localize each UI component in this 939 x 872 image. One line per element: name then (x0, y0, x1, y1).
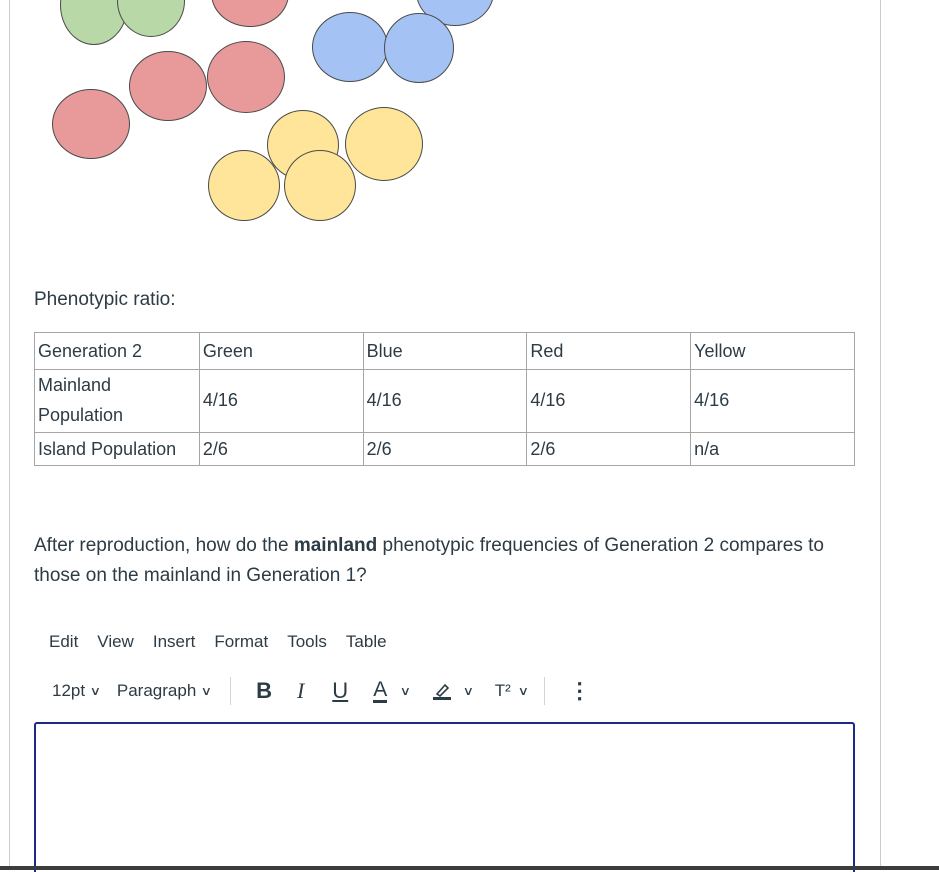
table-cell: 4/16 (527, 370, 691, 433)
italic-icon: I (296, 678, 305, 703)
table-cell: Island Population (35, 433, 200, 466)
table-cell: 2/6 (363, 433, 527, 466)
table-cell: 2/6 (199, 433, 363, 466)
menu-tools[interactable]: Tools (287, 632, 327, 651)
table-cell: Yellow (691, 333, 855, 370)
table-cell: 4/16 (199, 370, 363, 433)
underline-icon: U (332, 678, 349, 703)
editor-menubar (49, 632, 406, 652)
table-cell: Green (199, 333, 363, 370)
superscript-button[interactable] (495, 681, 528, 701)
red-circle (211, 0, 289, 27)
block-format-dropdown[interactable] (117, 681, 211, 701)
superscript-icon: T² (494, 681, 511, 700)
bold-button[interactable] (256, 678, 272, 704)
menu-view[interactable]: View (97, 632, 134, 651)
red-circle (129, 51, 207, 121)
yellow-circle (345, 107, 423, 181)
chevron-down-icon: ∨ (399, 684, 412, 698)
text-color-icon: A (373, 677, 388, 701)
toolbar-separator (230, 677, 231, 705)
font-size-dropdown[interactable] (52, 681, 100, 701)
highlight-color-button[interactable] (432, 681, 473, 701)
red-circle (52, 89, 130, 159)
table-cell: 4/16 (691, 370, 855, 433)
red-circle (207, 41, 285, 113)
chevron-down-icon: ∨ (89, 684, 102, 698)
more-button[interactable] (569, 678, 591, 704)
underline-button[interactable] (332, 678, 348, 704)
editor-toolbar (50, 676, 591, 706)
menu-edit[interactable]: Edit (49, 632, 79, 651)
bold-icon: B (256, 678, 272, 703)
table-cell: Red (527, 333, 691, 370)
question-part2: phenotypic frequencies of Generation 2 compares to those on the mainland in Generation 1? (34, 535, 825, 586)
font-size-value: 12pt (52, 681, 86, 700)
blue-circle (312, 12, 388, 82)
table-cell: n/a (691, 433, 855, 466)
table-cell: Generation 2 (35, 333, 200, 370)
chevron-down-icon: ∨ (200, 684, 213, 698)
table-cell: 4/16 (363, 370, 527, 433)
menu-insert[interactable]: Insert (152, 632, 196, 651)
content-right-border (880, 0, 881, 870)
table-cell: Blue (363, 333, 527, 370)
blue-circle (384, 13, 454, 83)
content-left-border (9, 0, 10, 870)
block-format-value: Paragraph (116, 681, 197, 700)
phenotype-table (34, 332, 855, 466)
chevron-down-icon: ∨ (462, 684, 475, 698)
menu-table[interactable]: Table (345, 632, 387, 651)
table-row (35, 370, 855, 433)
menu-format[interactable]: Format (214, 632, 269, 651)
toolbar-separator (544, 677, 545, 705)
yellow-circle (208, 150, 280, 221)
phenotypic-ratio-label: Phenotypic ratio: (34, 289, 176, 310)
table-header-row (35, 333, 855, 370)
chevron-down-icon: ∨ (517, 684, 529, 698)
answer-editor[interactable] (34, 722, 855, 872)
more-icon: ⋮ (568, 678, 591, 703)
question-part1: After reproduction, how do the (34, 535, 294, 556)
bottom-bar (0, 866, 939, 870)
yellow-circle (284, 150, 356, 221)
table-cell: 2/6 (527, 433, 691, 466)
table-row (35, 433, 855, 466)
text-color-button[interactable] (373, 677, 412, 703)
green-circle (117, 0, 185, 37)
highlighter-icon (432, 681, 452, 701)
question-text (34, 531, 874, 591)
table-cell: Mainland Population (35, 370, 200, 433)
italic-button[interactable] (297, 678, 304, 704)
question-bold: mainland (293, 535, 378, 556)
